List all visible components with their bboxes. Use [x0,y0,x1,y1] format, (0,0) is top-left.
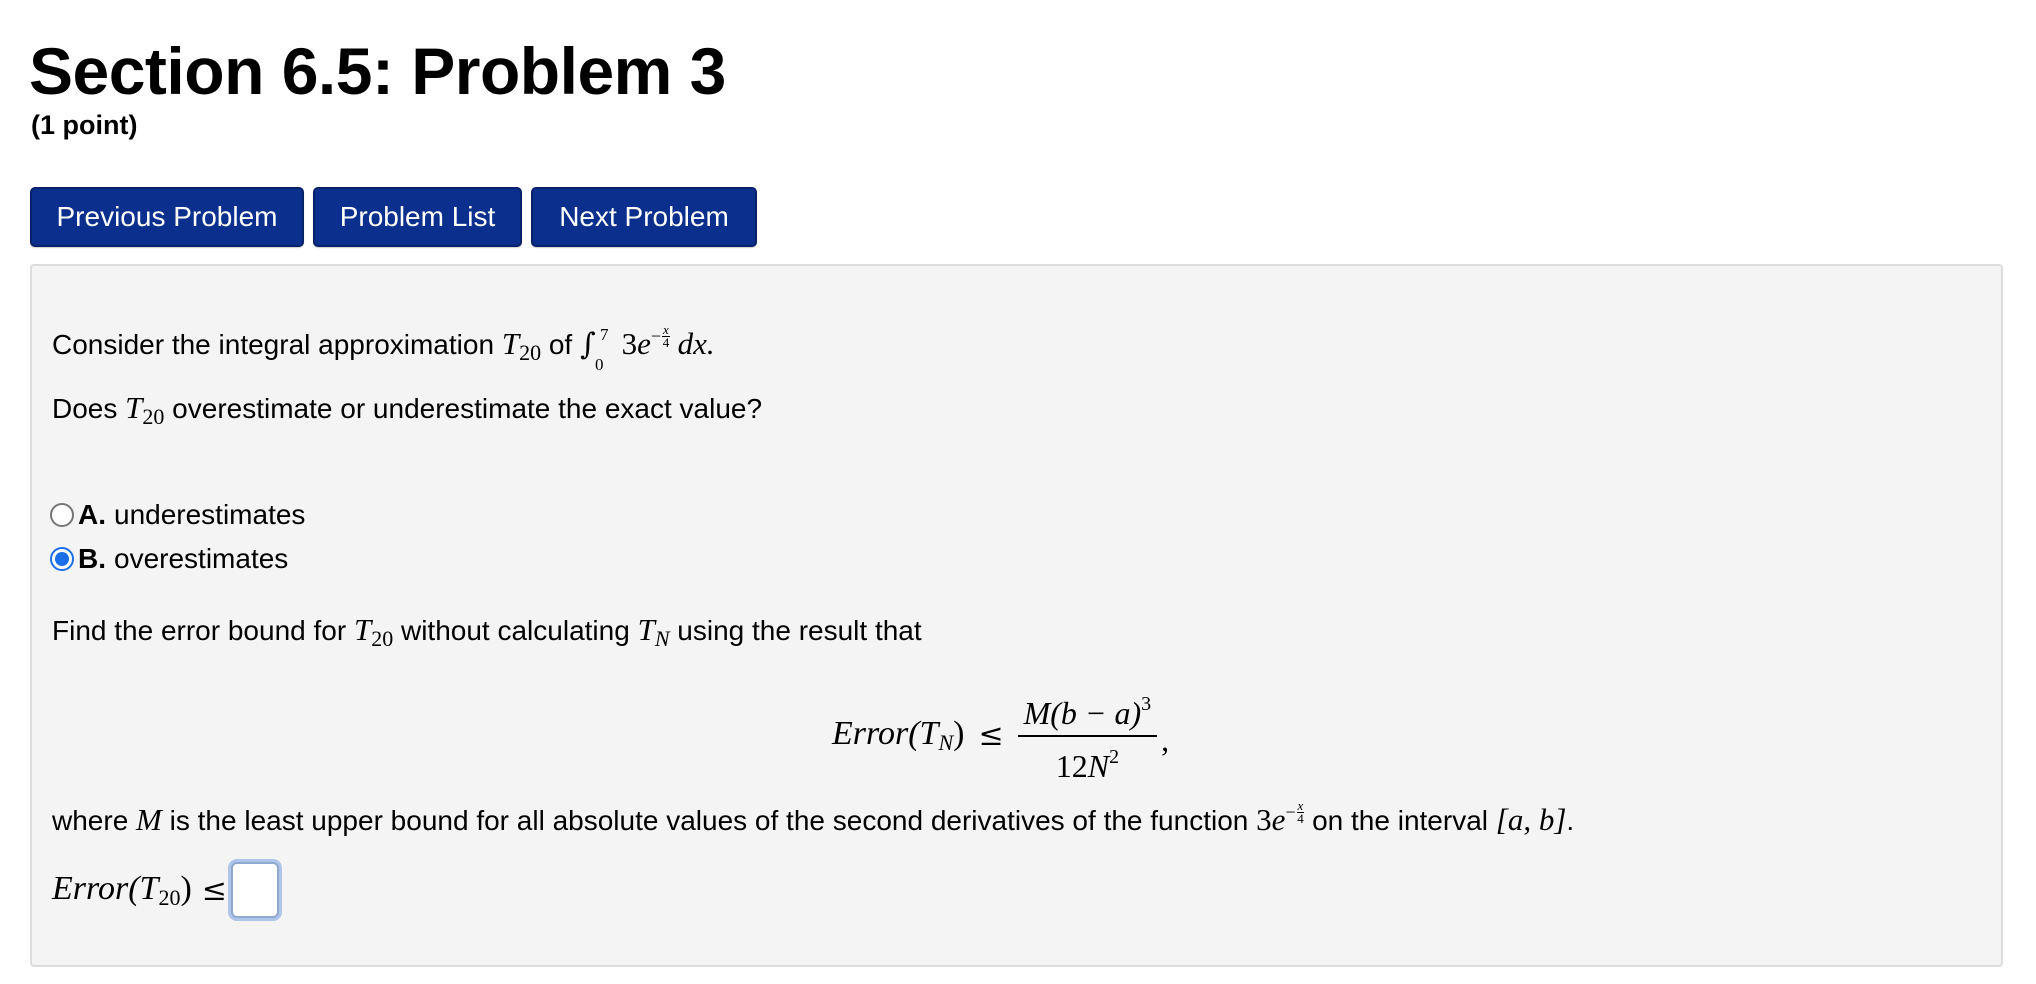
page-title: Section 6.5: Problem 3 [29,34,726,108]
answer-label: $Error(T_{20})$ [52,869,192,910]
next-problem-button[interactable]: Next Problem [531,187,757,247]
problem-body [30,264,2003,967]
choice-b[interactable]: B. overestimates [50,541,288,577]
problem-question: Does $T_{20}$ overestimate or underestimate the exact value? [52,390,763,429]
answer-input[interactable] [231,862,279,918]
error-bound-formula: Error(TN) ≤ $\frac{M(b - a)^3}{12N^2}$ , [832,684,1169,786]
answer-row: $Error(T_{20})$ ≤ [52,862,279,918]
bound-definition: where M is the least upper bound for all absolute values of the second derivatives of the function 3e− $\frac{x}{4}$ on the interval [a, b]. [52,798,1575,837]
radio-button-b[interactable] [50,547,74,571]
previous-problem-button[interactable]: Previous Problem [30,187,304,247]
differential: dx. [677,326,715,361]
error-bound-instruction: Find the error bound for $T_{20}$ without calculating TN using the result that [52,612,922,651]
problem-list-button[interactable]: Problem List [313,187,522,247]
radio-button-a[interactable] [50,503,74,527]
integrand: 3e− $\frac{x}{4}$ [621,322,670,361]
t20-symbol: $T_{20}$ [501,326,542,365]
problem-intro: Consider the integral approximation $T_{20}$ of ∫ 7 0 3e− $\frac{x}{4}$ dx. [52,322,715,374]
points-label: (1 point) [31,110,138,140]
integral-symbol: ∫ 7 0 [579,325,609,374]
choice-a[interactable]: A. underestimates [50,497,305,533]
problem-navigation [30,187,757,247]
